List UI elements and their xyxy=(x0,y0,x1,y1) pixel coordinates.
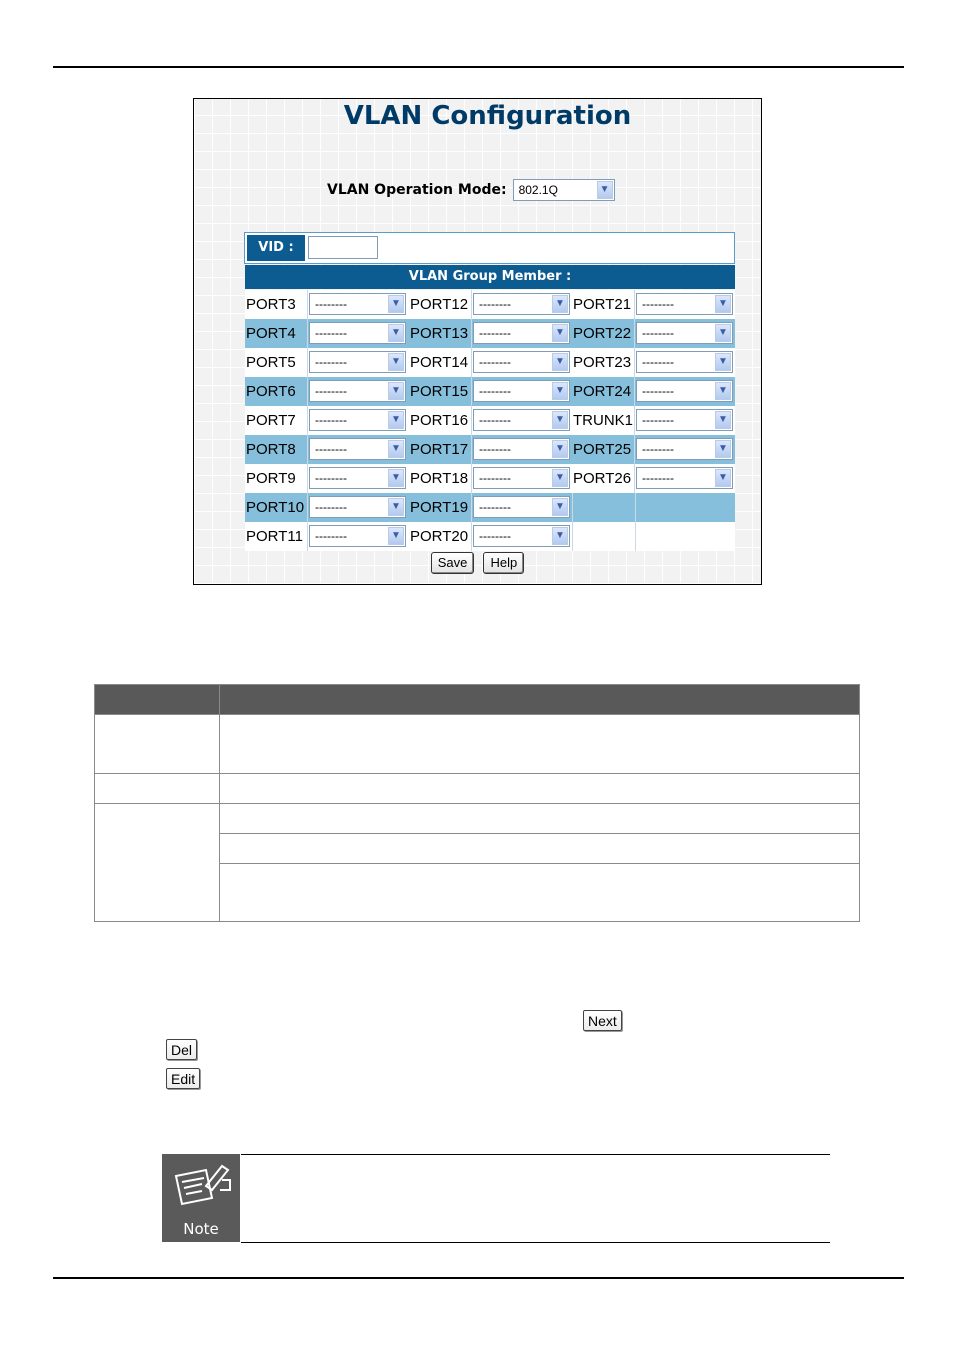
port-membership-value: -------- xyxy=(315,500,347,514)
vid-input[interactable] xyxy=(308,236,378,259)
port-membership-select[interactable] xyxy=(473,438,570,460)
empty-cell xyxy=(635,522,735,551)
port-label: PORT5 xyxy=(245,348,308,377)
port-membership-value: -------- xyxy=(642,355,674,369)
form-buttons xyxy=(194,552,761,574)
edit-button[interactable]: Edit xyxy=(166,1068,200,1089)
bottom-rule xyxy=(53,1277,904,1279)
chevron-down-icon: ▼ xyxy=(552,411,568,429)
port-membership-select[interactable] xyxy=(473,322,570,344)
table-cell xyxy=(220,864,860,922)
note-label: Note xyxy=(183,1220,219,1238)
port-row xyxy=(245,522,735,551)
port-label: PORT13 xyxy=(409,319,472,348)
port-membership-select[interactable] xyxy=(636,409,733,431)
chevron-down-icon: ▼ xyxy=(552,498,568,516)
chevron-down-icon: ▼ xyxy=(715,440,731,458)
port-membership-select[interactable] xyxy=(636,380,733,402)
port-row xyxy=(245,493,735,522)
port-membership-select[interactable] xyxy=(473,293,570,315)
port-label: PORT25 xyxy=(572,435,635,464)
port-label: PORT9 xyxy=(245,464,308,493)
port-membership-select[interactable] xyxy=(473,409,570,431)
port-label: PORT22 xyxy=(572,319,635,348)
port-membership-value: -------- xyxy=(642,326,674,340)
chevron-down-icon: ▼ xyxy=(388,382,404,400)
port-label: PORT7 xyxy=(245,406,308,435)
port-label: PORT12 xyxy=(409,290,472,319)
table-header-row xyxy=(95,685,860,715)
port-membership-value: -------- xyxy=(315,384,347,398)
port-label: PORT21 xyxy=(572,290,635,319)
table-cell xyxy=(220,774,860,804)
note-bottom-rule xyxy=(241,1242,830,1243)
port-membership-value: -------- xyxy=(479,326,511,340)
chevron-down-icon: ▼ xyxy=(388,411,404,429)
chevron-down-icon: ▼ xyxy=(552,440,568,458)
port-label: PORT17 xyxy=(409,435,472,464)
port-label: PORT15 xyxy=(409,377,472,406)
port-label: PORT14 xyxy=(409,348,472,377)
port-membership-value: -------- xyxy=(479,529,511,543)
chevron-down-icon: ▼ xyxy=(715,411,731,429)
vlan-mode-select[interactable] xyxy=(513,179,615,201)
port-membership-select[interactable] xyxy=(309,409,406,431)
port-member-grid xyxy=(245,290,735,551)
chevron-down-icon: ▼ xyxy=(552,382,568,400)
port-membership-value: -------- xyxy=(315,413,347,427)
port-membership-select[interactable] xyxy=(309,322,406,344)
port-membership-value: -------- xyxy=(315,529,347,543)
table-cell xyxy=(95,804,220,922)
port-membership-select[interactable] xyxy=(309,380,406,402)
vid-label: VID : xyxy=(247,235,305,261)
table-cell xyxy=(220,834,860,864)
next-button[interactable]: Next xyxy=(583,1010,622,1031)
chevron-down-icon: ▼ xyxy=(552,324,568,342)
port-membership-value: -------- xyxy=(642,471,674,485)
empty-cell xyxy=(635,493,735,522)
port-row xyxy=(245,348,735,377)
chevron-down-icon: ▼ xyxy=(715,382,731,400)
empty-cell xyxy=(572,493,635,522)
port-label: PORT19 xyxy=(409,493,472,522)
port-label: PORT3 xyxy=(245,290,308,319)
port-label: PORT24 xyxy=(572,377,635,406)
port-membership-select[interactable] xyxy=(636,438,733,460)
port-membership-select[interactable] xyxy=(309,293,406,315)
vlan-group-member-header: VLAN Group Member : xyxy=(245,265,735,289)
top-rule xyxy=(53,66,904,68)
chevron-down-icon: ▼ xyxy=(388,295,404,313)
empty-cell xyxy=(572,522,635,551)
port-label: PORT8 xyxy=(245,435,308,464)
port-membership-value: -------- xyxy=(315,442,347,456)
port-label: PORT6 xyxy=(245,377,308,406)
chevron-down-icon: ▼ xyxy=(715,469,731,487)
table-cell xyxy=(220,804,860,834)
chevron-down-icon: ▼ xyxy=(715,324,731,342)
vlan-mode-value: 802.1Q xyxy=(518,183,558,197)
chevron-down-icon: ▼ xyxy=(388,324,404,342)
port-membership-value: -------- xyxy=(479,471,511,485)
port-membership-value: -------- xyxy=(642,297,674,311)
port-label: PORT16 xyxy=(409,406,472,435)
port-membership-value: -------- xyxy=(642,442,674,456)
table-row xyxy=(95,715,860,774)
table-row xyxy=(95,774,860,804)
chevron-down-icon: ▼ xyxy=(552,353,568,371)
note-top-rule xyxy=(241,1154,830,1155)
note-icon xyxy=(162,1154,240,1242)
port-row xyxy=(245,406,735,435)
port-membership-value: -------- xyxy=(315,471,347,485)
port-membership-select[interactable] xyxy=(636,467,733,489)
chevron-down-icon: ▼ xyxy=(597,181,613,199)
chevron-down-icon: ▼ xyxy=(715,353,731,371)
port-membership-value: -------- xyxy=(479,500,511,514)
port-label: PORT10 xyxy=(245,493,308,522)
port-membership-value: -------- xyxy=(479,442,511,456)
save-button[interactable]: Save xyxy=(431,552,475,574)
vid-row xyxy=(244,232,735,264)
port-membership-select[interactable] xyxy=(309,525,406,547)
table-cell xyxy=(95,715,220,774)
port-membership-value: -------- xyxy=(642,384,674,398)
del-button[interactable]: Del xyxy=(166,1039,197,1060)
table-header-cell xyxy=(220,685,860,715)
port-membership-value: -------- xyxy=(642,413,674,427)
chevron-down-icon: ▼ xyxy=(715,295,731,313)
port-membership-value: -------- xyxy=(479,297,511,311)
vlan-mode-row xyxy=(327,179,615,201)
port-membership-select[interactable] xyxy=(473,351,570,373)
port-membership-value: -------- xyxy=(479,413,511,427)
port-membership-select[interactable] xyxy=(473,525,570,547)
port-membership-value: -------- xyxy=(315,355,347,369)
port-label: TRUNK1 xyxy=(572,406,635,435)
port-membership-select[interactable] xyxy=(636,293,733,315)
table-header-cell xyxy=(95,685,220,715)
port-membership-select[interactable] xyxy=(636,322,733,344)
chevron-down-icon: ▼ xyxy=(388,353,404,371)
port-label: PORT26 xyxy=(572,464,635,493)
port-row xyxy=(245,290,735,319)
chevron-down-icon: ▼ xyxy=(552,527,568,545)
chevron-down-icon: ▼ xyxy=(552,469,568,487)
chevron-down-icon: ▼ xyxy=(388,527,404,545)
table-cell xyxy=(220,715,860,774)
table-cell xyxy=(95,774,220,804)
vlan-mode-label: VLAN Operation Mode: xyxy=(327,182,507,198)
port-membership-select[interactable] xyxy=(309,351,406,373)
port-label: PORT18 xyxy=(409,464,472,493)
page-title: VLAN Configuration xyxy=(343,101,632,131)
port-membership-select[interactable] xyxy=(473,467,570,489)
port-row xyxy=(245,319,735,348)
port-row xyxy=(245,377,735,406)
chevron-down-icon: ▼ xyxy=(388,498,404,516)
table-row xyxy=(95,804,860,834)
port-membership-value: -------- xyxy=(315,297,347,311)
port-row xyxy=(245,464,735,493)
help-button[interactable]: Help xyxy=(483,552,524,574)
port-membership-select[interactable] xyxy=(473,380,570,402)
notepad-pencil-icon xyxy=(162,1154,240,1214)
port-membership-select[interactable] xyxy=(309,496,406,518)
port-label: PORT20 xyxy=(409,522,472,551)
port-label: PORT11 xyxy=(245,522,308,551)
port-membership-value: -------- xyxy=(479,384,511,398)
port-membership-value: -------- xyxy=(315,326,347,340)
port-membership-select[interactable] xyxy=(473,496,570,518)
port-label: PORT23 xyxy=(572,348,635,377)
chevron-down-icon: ▼ xyxy=(388,469,404,487)
port-label: PORT4 xyxy=(245,319,308,348)
port-membership-select[interactable] xyxy=(309,438,406,460)
chevron-down-icon: ▼ xyxy=(388,440,404,458)
port-membership-select[interactable] xyxy=(636,351,733,373)
description-table xyxy=(94,684,860,922)
chevron-down-icon: ▼ xyxy=(552,295,568,313)
port-membership-value: -------- xyxy=(479,355,511,369)
port-membership-select[interactable] xyxy=(309,467,406,489)
port-row xyxy=(245,435,735,464)
vlan-config-screenshot xyxy=(193,98,762,585)
